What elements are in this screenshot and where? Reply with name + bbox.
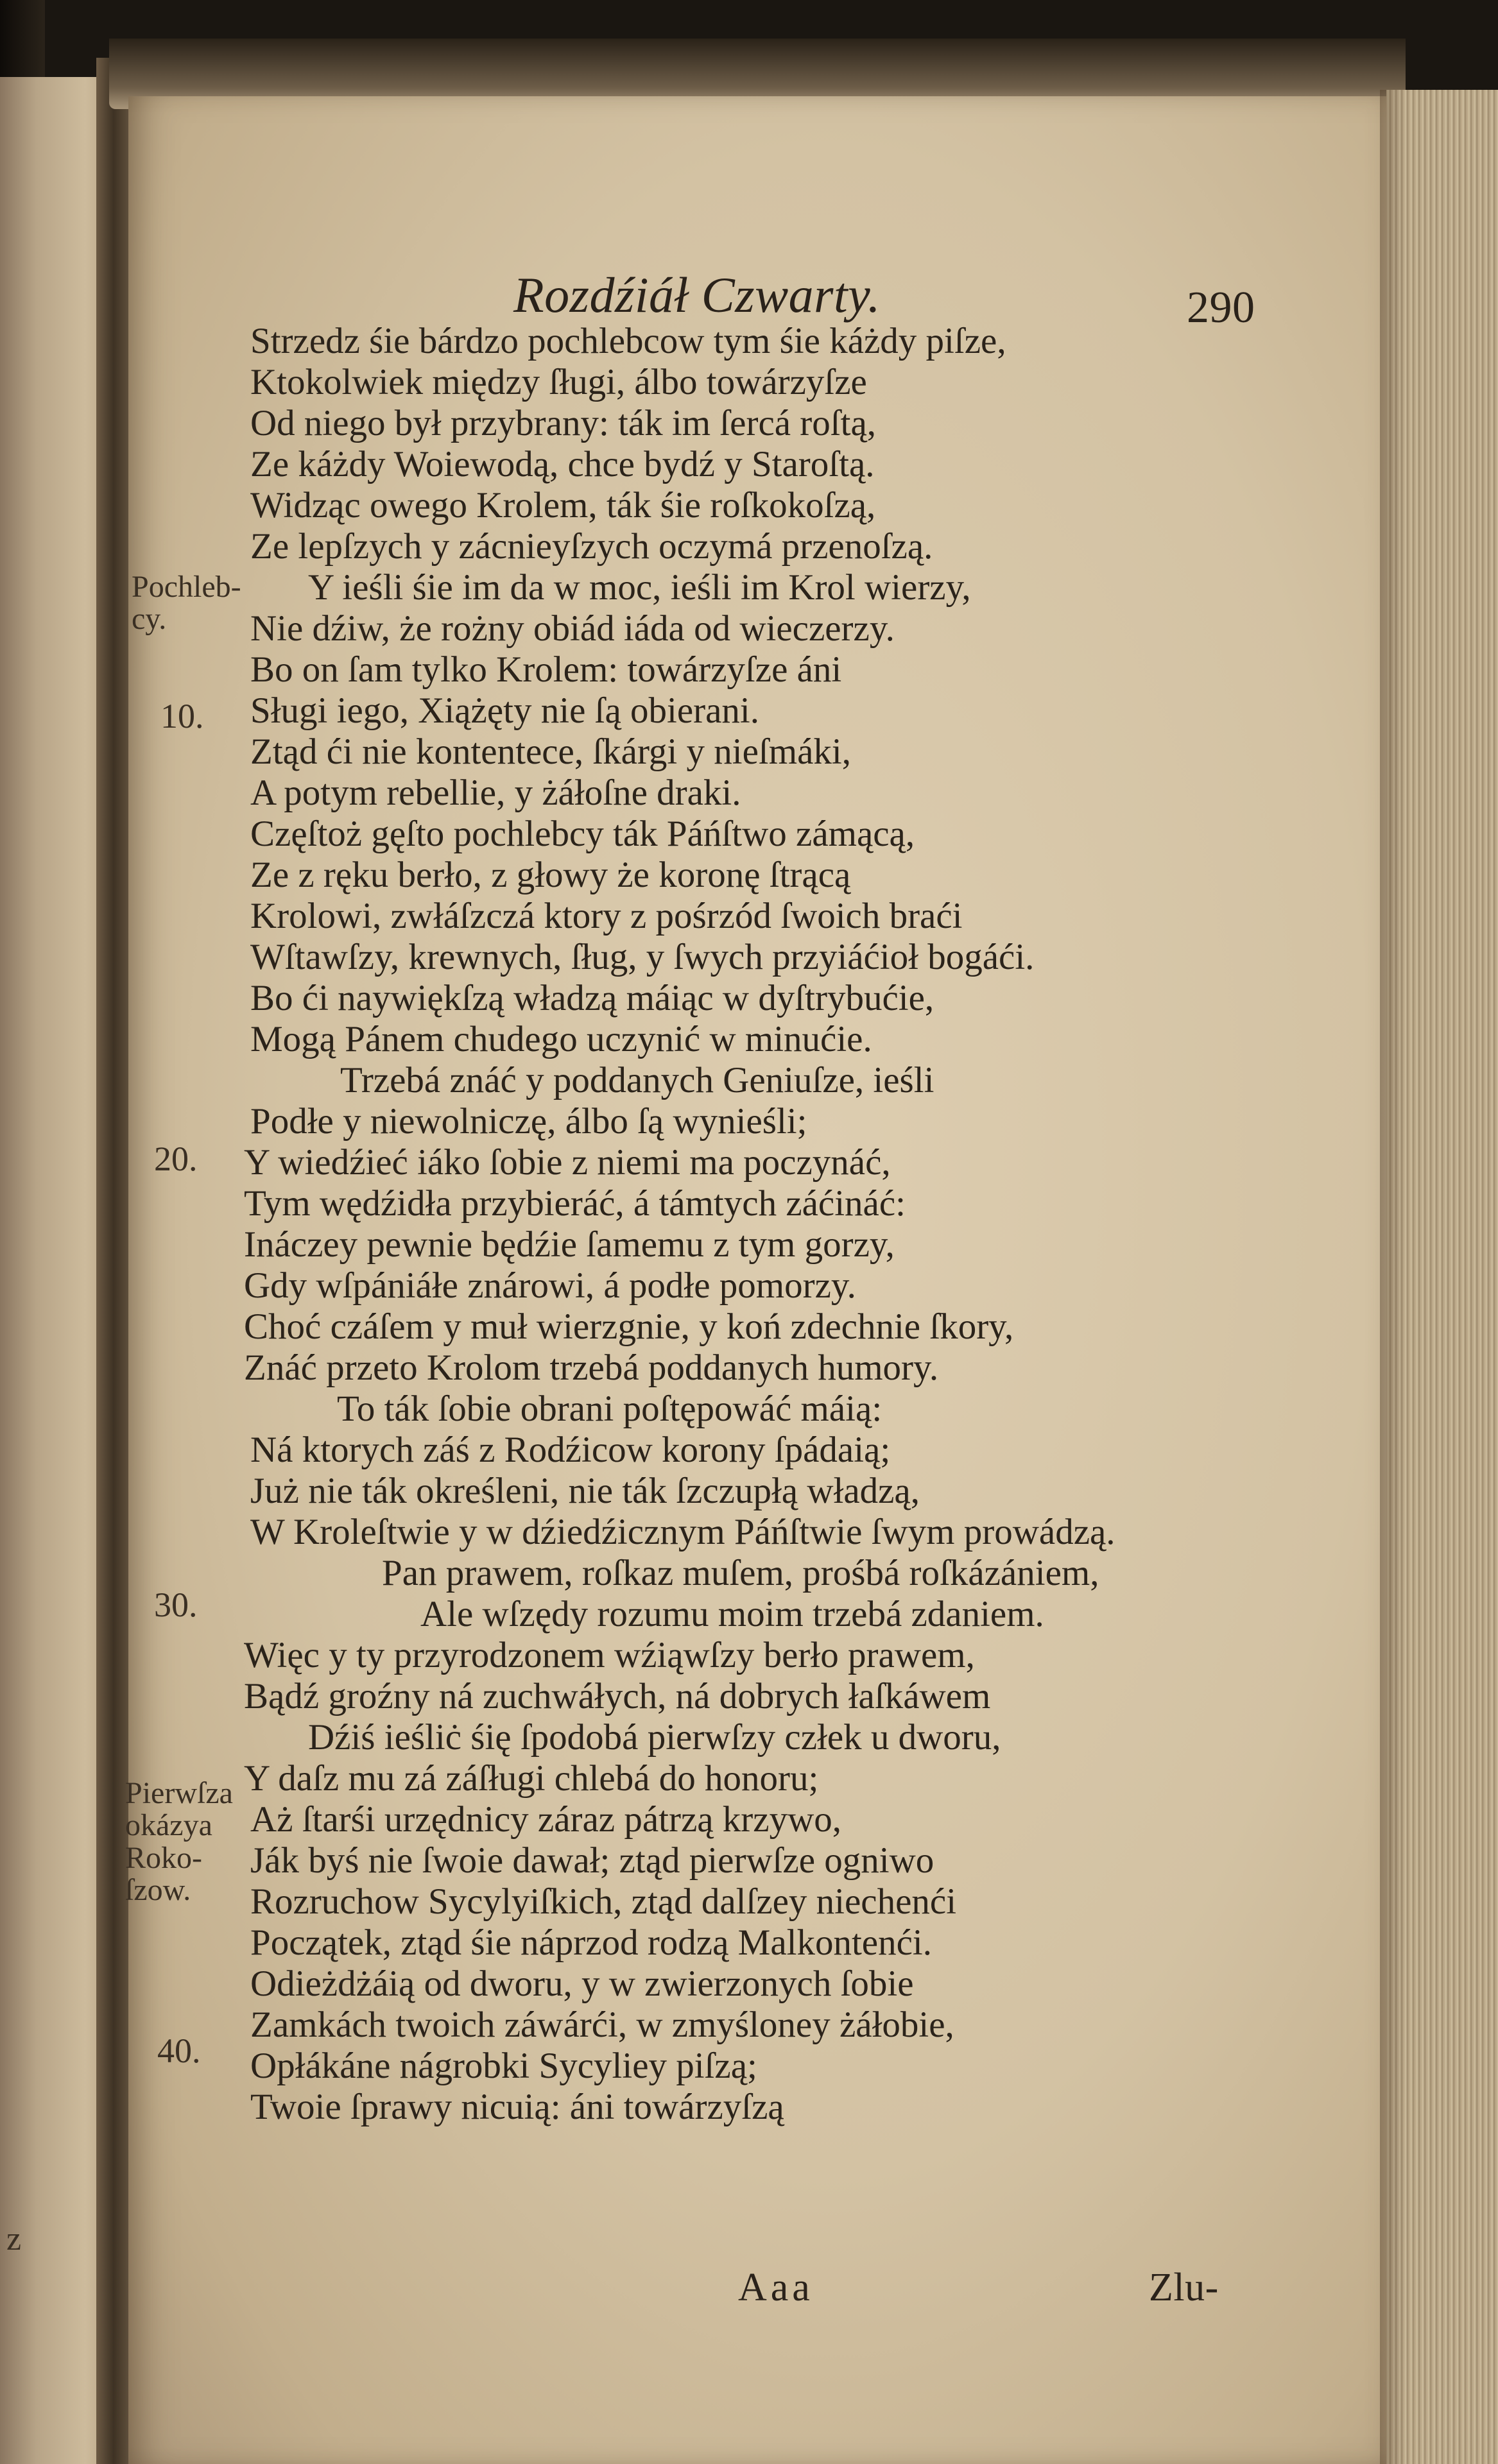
- running-head: Rozdźiáł Czwarty.: [513, 267, 881, 323]
- verse-line: Znáć przeto Krolom trzebá poddanych humory.: [244, 1348, 939, 1388]
- verse-line: Sługi iego, Xiążęty nie ſą obierani.: [250, 690, 760, 731]
- verse-line: Opłákáne nágrobki Sycyliey piſzą;: [250, 2046, 757, 2086]
- signature-mark: Aaa: [738, 2266, 814, 2309]
- verse-line: Aż ſtarśi urzędnicy záraz pátrzą krzywo,: [250, 1799, 841, 1840]
- verse-line: Twoie ſprawy nicuią: áni towárzyſzą: [250, 2087, 784, 2127]
- verse-line: Odieżdżáią od dworu, y w zwierzonych ſobie: [250, 1964, 914, 2004]
- verse-line: Ale wſzędy rozumu moim trzebá zdaniem.: [420, 1594, 1044, 1634]
- verse-line: Ztąd ći nie kontentece, ſkárgi y nieſmáki,: [250, 732, 851, 772]
- verse-line: Bo ći naywiękſzą władzą máiąc w dyſtrybućie,: [250, 978, 934, 1018]
- verse-line: Tym wędźidła przybieráć, á támtych záćináć:: [244, 1183, 906, 1224]
- margin-note-line: Roko-: [125, 1840, 202, 1875]
- line-number-40: 40.: [157, 2032, 201, 2070]
- verse-line: Ináczey pewnie będźie ſamemu z tym gorzy,: [244, 1224, 895, 1265]
- facing-page-fragment: z: [6, 2221, 22, 2257]
- margin-note-line: okázya: [125, 1808, 212, 1843]
- verse-line: Początek, ztąd śie náprzod rodzą Malkontenći.: [250, 1922, 932, 1963]
- verse-line: Ze káżdy Woiewodą, chce bydź y Staroſtą.: [250, 444, 875, 484]
- verse-line: To ták ſobie obrani poſtępowáć máią:: [337, 1389, 882, 1429]
- verse-line: Bo on ſam tylko Krolem: towárzyſze áni: [250, 649, 842, 690]
- verse-line: Ktokolwiek między ſługi, álbo towárzyſze: [250, 362, 867, 402]
- verse-line: Nie dźiw, że rożny obiád iáda od wieczerzy.: [250, 608, 895, 649]
- verse-line: Y wiedźieć iáko ſobie z niemi ma poczynáć,: [244, 1142, 891, 1183]
- verse-line: Widząc owego Krolem, ták śie roſkokoſzą,: [250, 485, 876, 526]
- verse-line: Od niego był przybrany: ták im ſercá roſtą,: [250, 403, 877, 443]
- verse-line: Strzedz śie bárdzo pochlebcow tym śie káżdy piſze,: [250, 321, 1006, 361]
- verse-line: Y ieśli śie im da w moc, ieśli im Krol wierzy,: [308, 567, 971, 608]
- page-stack-shadow: [1380, 90, 1406, 2464]
- margin-note-line: cy.: [132, 602, 167, 637]
- verse-line: Więc y ty przyrodzonem wźiąwſzy berło prawem,: [244, 1635, 975, 1675]
- verse-line: Ná ktorych záś z Rodźicow korony ſpádaią;: [250, 1430, 891, 1470]
- verse-line: Rozruchow Sycylyiſkich, ztąd dalſzey niechenći: [250, 1881, 957, 1922]
- page-number: 290: [1187, 283, 1255, 332]
- verse-line: Już nie ták określeni, nie ták ſzczupłą władzą,: [250, 1471, 920, 1511]
- verse-line: Pan prawem, roſkaz muſem, prośbá roſkázániem,: [382, 1553, 1099, 1593]
- verse-line: Trzebá znáć y poddanych Geniuſze, ieśli: [340, 1060, 934, 1100]
- verse-line: Częſtoż gęſto pochlebcy ták Páńſtwo zámącą,: [250, 814, 915, 854]
- verse-line: Ze lepſzych y zácnieyſzych oczymá przenoſzą.: [250, 526, 933, 567]
- line-number-30: 30.: [154, 1586, 198, 1624]
- line-number-20: 20.: [154, 1140, 198, 1178]
- verse-line: W Kroleſtwie y w dźiedźicznym Páńſtwie ſwym prowádzą.: [250, 1512, 1115, 1552]
- verse-line: Dźiś ieśliċ śię ſpodobá pierwſzy człek u dworu,: [308, 1717, 1001, 1758]
- verse-line: Ze z ręku berło, z głowy że koronę ſtrącą: [250, 855, 851, 895]
- verse-line: Zamkách twoich záwárći, w zmyśloney żáłobie,: [250, 2005, 954, 2045]
- verse-line: Y daſz mu zá záſługi chlebá do honoru;: [244, 1758, 819, 1799]
- margin-note-line: Pierwſza: [125, 1776, 233, 1810]
- margin-note-pochlebcy: [132, 571, 241, 636]
- margin-note-pierwsza: [125, 1777, 233, 1907]
- verse-line: Mogą Pánem chudego uczynić w minućie.: [250, 1019, 872, 1059]
- verse-line: Krolowi, zwłáſzczá ktory z pośrzód ſwoich braći: [250, 896, 963, 936]
- verse-line: Bądź groźny ná zuchwáłych, ná dobrych łaſkáwem: [244, 1676, 991, 1716]
- catchword: Zlu-: [1149, 2266, 1219, 2309]
- verse-line: Gdy wſpániáłe znárowi, á podłe pomorzy.: [244, 1265, 856, 1306]
- verse-line: Ják byś nie ſwoie dawał; ztąd pierwſze ogniwo: [250, 1840, 934, 1881]
- margin-note-line: Pochleb-: [132, 570, 241, 604]
- line-number-10: 10.: [160, 697, 204, 735]
- margin-note-line: ſzow.: [125, 1873, 191, 1908]
- verse-line: Wſtawſzy, krewnych, ſług, y ſwych przyiáćioł bogáći.: [250, 937, 1035, 977]
- verse-line: Choć czáſem y muł wierzgnie, y koń zdechnie ſkory,: [244, 1306, 1014, 1347]
- verse-line: Podłe y niewolniczę, álbo ſą wynieśli;: [250, 1101, 807, 1142]
- verse-line: A potym rebellie, y żáłoſne draki.: [250, 773, 741, 813]
